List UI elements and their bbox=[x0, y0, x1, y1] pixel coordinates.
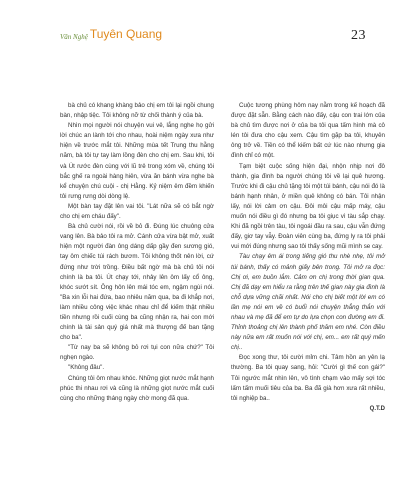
paragraph: "Từ nay ba sẽ không bỏ rơi tụi con nữa chứ?" Tôi nghẹn ngào. bbox=[60, 344, 214, 362]
paragraph: Tạm biệt cuộc sống hiện đại, nhộn nhịp nơi đô thành, gia đình ba người chúng tôi về lại quê hương. Trước khi đi cậu chủ tặng tôi một túi bánh, cậu nói đó là bánh hạnh nhân, ở miền quê không có bán. Tôi nhận lấy, nói lời cảm ơn cậu. Đôi môi cậu mấp máy, cậu muốn nói điều gì đó nhưng ba tôi giục vì tàu sắp chạy. Khi đã ngồi trên tàu, tôi ngoái đầu ra sau, cậu vẫn đứng đấy, giơ tay vẫy. Đoàn viên cùng ba, đứng ly ra tôi phải vui mới đúng nhưng sao tôi thấy sống mũi mình se cay. bbox=[231, 162, 385, 251]
paragraph: Bà chủ cười nói, rồi về bỏ đi. Đúng lúc chuông cửa vang lên. Bà bảo tôi ra mở. Cánh cửa vừa bật mở, xuất hiện một người đàn ông dáng dấp gầy đen sương gió, tay ôm chiếc túi rách bươm. Tôi không thốt nên lời, cứ đứng như trời trồng. Điều bất ngờ mà bà chủ tôi nói chính là ba tôi. Út chạy tới, nhảy lên ôm lấy cổ ông, khóc sướt sít. Ông hôn lên mái tóc em, ngậm ngùi nói. "Ba xin lỗi hai đứa, bao nhiêu năm qua, ba đi khắp nơi, làm nhiều công việc khác nhau chỉ để kiếm thật nhiều tiền nhưng rồi cuối cùng ba cũng nhận ra, hai con mới chính là tài sản quý giá nhất mà thượng đế ban tặng cho ba". bbox=[60, 223, 214, 342]
paragraph: Một bàn tay đặt lên vai tôi. "Lát nữa sẽ có bắt ngờ cho chị em cháu đấy". bbox=[60, 202, 214, 221]
paragraph: Nhìn mọi người nói chuyện vui vẻ, lắng nghe họ gửi lời chúc an lành tới cho nhau, hoài niệm ngày xưa như hiện về trước mắt tôi. Những mùa tết Trung thu hằng năm, bà tôi tự tay làm lồng đèn cho chị em. Sau khi, tôi và Út rước đèn cùng với lũ trẻ trong xóm về, chúng tôi bắc ghế ra ngoài hàng hiên, vừa ăn bánh vừa nghe bà kể chuyện chú cuội - chị Hằng. Kỷ niệm êm đềm khiến tôi rưng rưng dòi dòng lệ. bbox=[60, 122, 214, 200]
page-header bbox=[0, 0, 402, 70]
magazine-logo bbox=[60, 28, 162, 41]
paragraph: bà chủ có khang khàng bảo chị em tôi lại ngồi chung bàn, nhập tiệc. Tôi không nỡ từ chối thành ý của bà. bbox=[60, 102, 214, 120]
paragraph: Cuộc tương phùng hôm nay nằm trong kế hoạch đã được đặt sẵn. Bằng cách nào đấy, cậu con trai lớn của bà chủ tìm được nơi ở của ba tôi qua tấm hình mà cô lén tôi đưa cho cậu xem. Cậu tìm gặp ba tôi, khuyên ông trở về. Tiền có thể kiếm bất cứ lúc nào nhưng gia đình chỉ có một. bbox=[231, 102, 385, 160]
logo-title: Tuyên Quang bbox=[89, 27, 163, 41]
letter-paragraph: Tàu chạy êm ái trong tiếng gió thu nhè nhẹ, tôi mở túi bánh, thấy có mảnh giấy bên trong. Tôi mở ra đọc: Chị ơi, em buồn lắm. Cảm ơn chị trong thời gian qua. Chị đã dạy em hiểu ra rằng trên thế gian này gia đình là chỗ dựa vững chãi nhất. Nói cho chị biết một lời em có lần mẹ nói em về có buổi nói chuyện thẳng thắn với nhau và mẹ đã để em tự do lựa chọn con đường em đi. Thỉnh thoảng chị lên thành phố thăm em nhé. Còn điều này nữa em rất muốn nói với chị, em... em rất quý mến chị.. bbox=[231, 253, 385, 352]
paragraph: Chúng tôi ôm nhau khóc. Những giọt nước mắt hạnh phúc thi nhau rơi và cũng là những giọt nước mắt cuối cùng cho những tháng ngày chờ mong đã qua. bbox=[60, 374, 214, 402]
logo-small-text: Văn Nghệ bbox=[60, 33, 88, 41]
paragraph: Đọc xong thư, tôi cười mỉm chi. Tâm hồn an yên lạ thường. Ba tôi quay sang, hỏi: "Cười gì thế con gái?" Tôi ngước mắt nhìn lên, vô tình chạm vào mấy sợi tóc lấm tấm muối tiêu của ba. Ba đã già hơn xưa rất nhiều, tôi nghiệp ba.. bbox=[231, 354, 385, 402]
author-signature: Q.T.D bbox=[369, 405, 385, 412]
right-column bbox=[231, 101, 385, 414]
left-column bbox=[60, 101, 214, 404]
page-number: 23 bbox=[351, 28, 366, 43]
paragraph: "Không đâu". bbox=[68, 364, 105, 372]
